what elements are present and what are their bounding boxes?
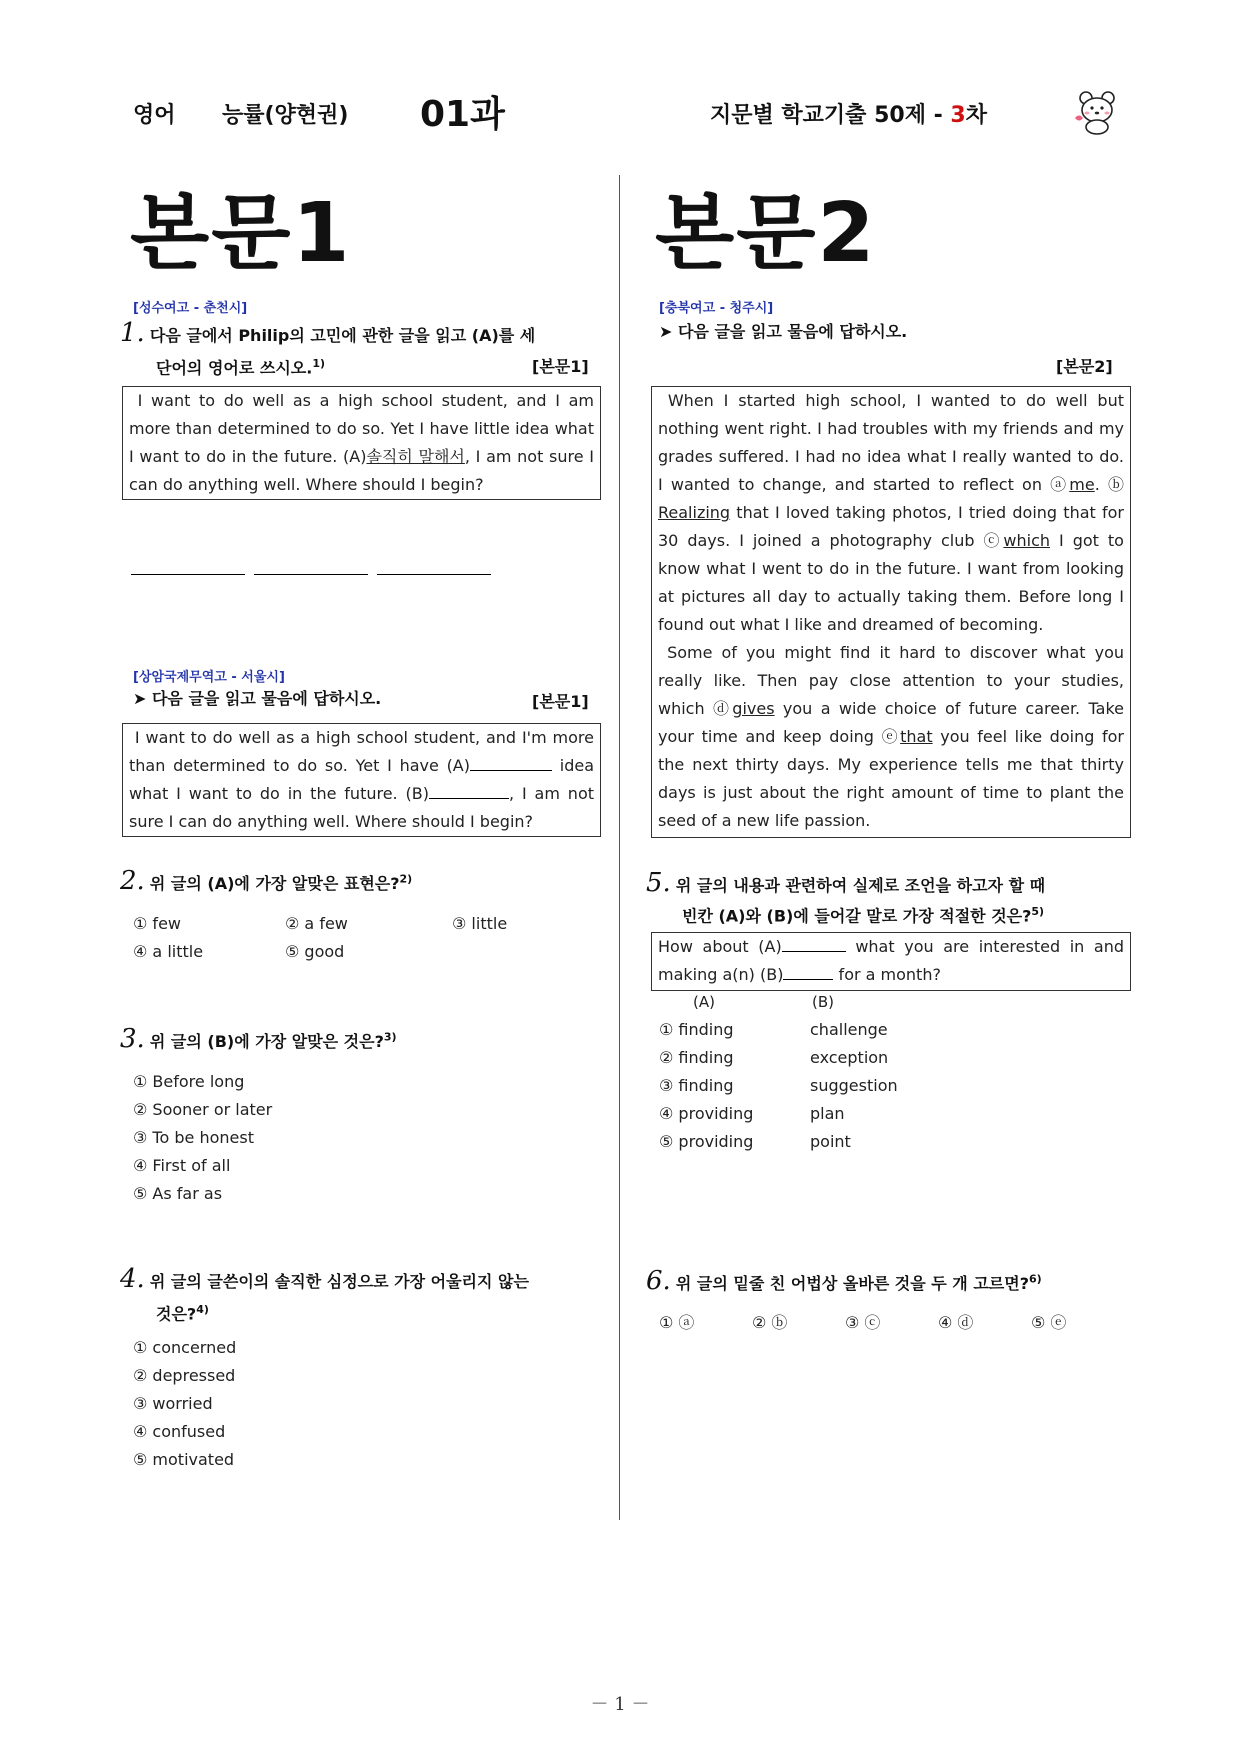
q6-option-4[interactable]: ④ ⓓ bbox=[938, 1313, 974, 1332]
q3-option-4[interactable]: ④ First of all bbox=[133, 1156, 231, 1175]
group1-source: [상암국제무역고 - 서울시] bbox=[133, 670, 285, 685]
q5-option-5-b: point bbox=[810, 1132, 851, 1151]
answer-line-2[interactable] bbox=[254, 574, 368, 575]
column-divider bbox=[619, 175, 620, 1520]
q5-option-4-b: plan bbox=[810, 1104, 845, 1123]
q5-option-3[interactable]: ③ finding bbox=[659, 1076, 734, 1095]
q4-option-5[interactable]: ⑤ motivated bbox=[133, 1450, 235, 1469]
q2-option-2[interactable]: ② a few bbox=[285, 914, 348, 933]
group1-tag: [본문1] bbox=[532, 692, 589, 711]
right-section-title: 본문2 bbox=[655, 186, 877, 281]
q6-option-5[interactable]: ⑤ ⓔ bbox=[1031, 1313, 1067, 1332]
q4-option-2[interactable]: ② depressed bbox=[133, 1366, 236, 1385]
q2-option-4[interactable]: ④ a little bbox=[133, 942, 204, 961]
q3-question: 3. 위 글의 (B)에 가장 알맞은 것은?$^{3)}$ bbox=[120, 1024, 397, 1054]
q6-option-3[interactable]: ③ ⓒ bbox=[845, 1313, 881, 1332]
q1-source: [성수여고 - 춘천시] bbox=[133, 301, 248, 316]
q5-col-a-header: (A) bbox=[693, 993, 715, 1011]
q4-question-line2: 것은?$^{4)}$ bbox=[156, 1303, 209, 1324]
group1-instruction: ➤ 다음 글을 읽고 물음에 답하시오. bbox=[133, 689, 382, 708]
group2-passage: When I started high school, I wanted to do well but nothing went right. I had troubles with my friends and my grades suffered. I had no idea what I really wanted to do. I wanted to change, and started to reflect on ⓐme. ⓑ Realizing that I loved taking photos, I tried doing that for 30 days. I joined a photography club ⓒwhich I got to know what I went to do in the future. I want from looking at pictures all day to actually taking them. Before long I found out what I like and dreamed of becoming. Some of you might find it hard to discover what you really like. Then pay close attention to your studies, which ⓓgives you a wide choice of future career. Take your time and keep doing ⓔthat you feel like doing for the next thirty days. My experience tells me that thirty days is just about the right amount of time to plant the seed of a new life passion. bbox=[651, 386, 1131, 838]
group2-instruction: ➤ 다음 글을 읽고 물음에 답하시오. bbox=[659, 322, 908, 341]
q6-option-2[interactable]: ② ⓑ bbox=[752, 1313, 788, 1332]
answer-line-1[interactable] bbox=[131, 574, 245, 575]
blank-b bbox=[429, 782, 509, 799]
q5-blank-a bbox=[782, 935, 846, 952]
q5-question-line2: 빈칸 (A)와 (B)에 들어갈 말로 가장 적절한 것은?$^{5)}$ bbox=[682, 905, 1045, 926]
answer-line-3[interactable] bbox=[377, 574, 491, 575]
q1-number: 1. bbox=[120, 318, 145, 348]
q5-option-1-b: challenge bbox=[810, 1020, 888, 1039]
q5-option-2[interactable]: ② finding bbox=[659, 1048, 734, 1067]
q2-option-3[interactable]: ③ little bbox=[452, 914, 508, 933]
q5-option-2-b: exception bbox=[810, 1048, 889, 1067]
subject-label: 영어 bbox=[133, 103, 176, 128]
lesson-label: 01과 bbox=[420, 94, 505, 135]
q1-question-line2: 단어의 영어로 쓰시오.$^{1)}$ bbox=[156, 357, 326, 378]
textbook-label: 능률(양현권) bbox=[222, 103, 349, 128]
q3-option-2[interactable]: ② Sooner or later bbox=[133, 1100, 273, 1119]
q5-option-4[interactable]: ④ providing bbox=[659, 1104, 754, 1123]
q5-option-3-b: suggestion bbox=[810, 1076, 898, 1095]
series-label: 지문별 학교기출 50제 - 3차 bbox=[710, 103, 987, 128]
group2-source: [충북여고 - 청주시] bbox=[659, 301, 774, 316]
q1-tag: [본문1] bbox=[532, 357, 589, 376]
q3-option-5[interactable]: ⑤ As far as bbox=[133, 1184, 223, 1203]
q6-option-1[interactable]: ① ⓐ bbox=[659, 1313, 695, 1332]
q2-question: 2. 위 글의 (A)에 가장 알맞은 표현은?$^{2)}$ bbox=[120, 866, 413, 896]
blank-a bbox=[470, 754, 552, 771]
q5-question: 5. 위 글의 내용과 관련하여 실제로 조언을 하고자 할 때 bbox=[646, 868, 1046, 898]
group2-tag: [본문2] bbox=[1056, 357, 1113, 376]
q3-option-3[interactable]: ③ To be honest bbox=[133, 1128, 254, 1147]
q1-passage: I want to do well as a high school student, and I am more than determined to do so. Yet I have little idea what I want to do in the future. (A)솔직히 말해서, I am not sure I can do anything well. Where should I begin? bbox=[122, 386, 601, 500]
page-number: － 1 － bbox=[590, 1694, 650, 1715]
q5-option-1[interactable]: ① finding bbox=[659, 1020, 734, 1039]
q5-prompt-box: How about (A) what you are interested in and making a(n) (B) for a month? bbox=[651, 932, 1131, 991]
q5-col-b-header: (B) bbox=[812, 993, 834, 1011]
q3-option-1[interactable]: ① Before long bbox=[133, 1072, 245, 1091]
q5-blank-b bbox=[783, 963, 833, 980]
q4-option-4[interactable]: ④ confused bbox=[133, 1422, 226, 1441]
left-section-title: 본문1 bbox=[130, 186, 352, 281]
group1-passage: I want to do well as a high school student, and I'm more than determined to do so. Yet I have (A) idea what I want to do in the future. (B) , I am not sure I can do anything well. Where should I begin? bbox=[122, 723, 601, 837]
q1-question: 1. 다음 글에서 Philip의 고민에 관한 글을 읽고 (A)를 세 bbox=[120, 318, 536, 348]
q4-option-3[interactable]: ③ worried bbox=[133, 1394, 213, 1413]
q5-option-5[interactable]: ⑤ providing bbox=[659, 1132, 754, 1151]
q2-option-1[interactable]: ① few bbox=[133, 914, 181, 933]
q4-option-1[interactable]: ① concerned bbox=[133, 1338, 237, 1357]
q2-option-5[interactable]: ⑤ good bbox=[285, 942, 345, 961]
bear-mascot-icon bbox=[1072, 86, 1122, 136]
q6-question: 6. 위 글의 밑줄 친 어법상 올바른 것을 두 개 고르면?$^{6)}$ bbox=[646, 1266, 1042, 1296]
q4-question: 4. 위 글의 글쓴이의 솔직한 심정으로 가장 어울리지 않는 bbox=[120, 1264, 529, 1294]
